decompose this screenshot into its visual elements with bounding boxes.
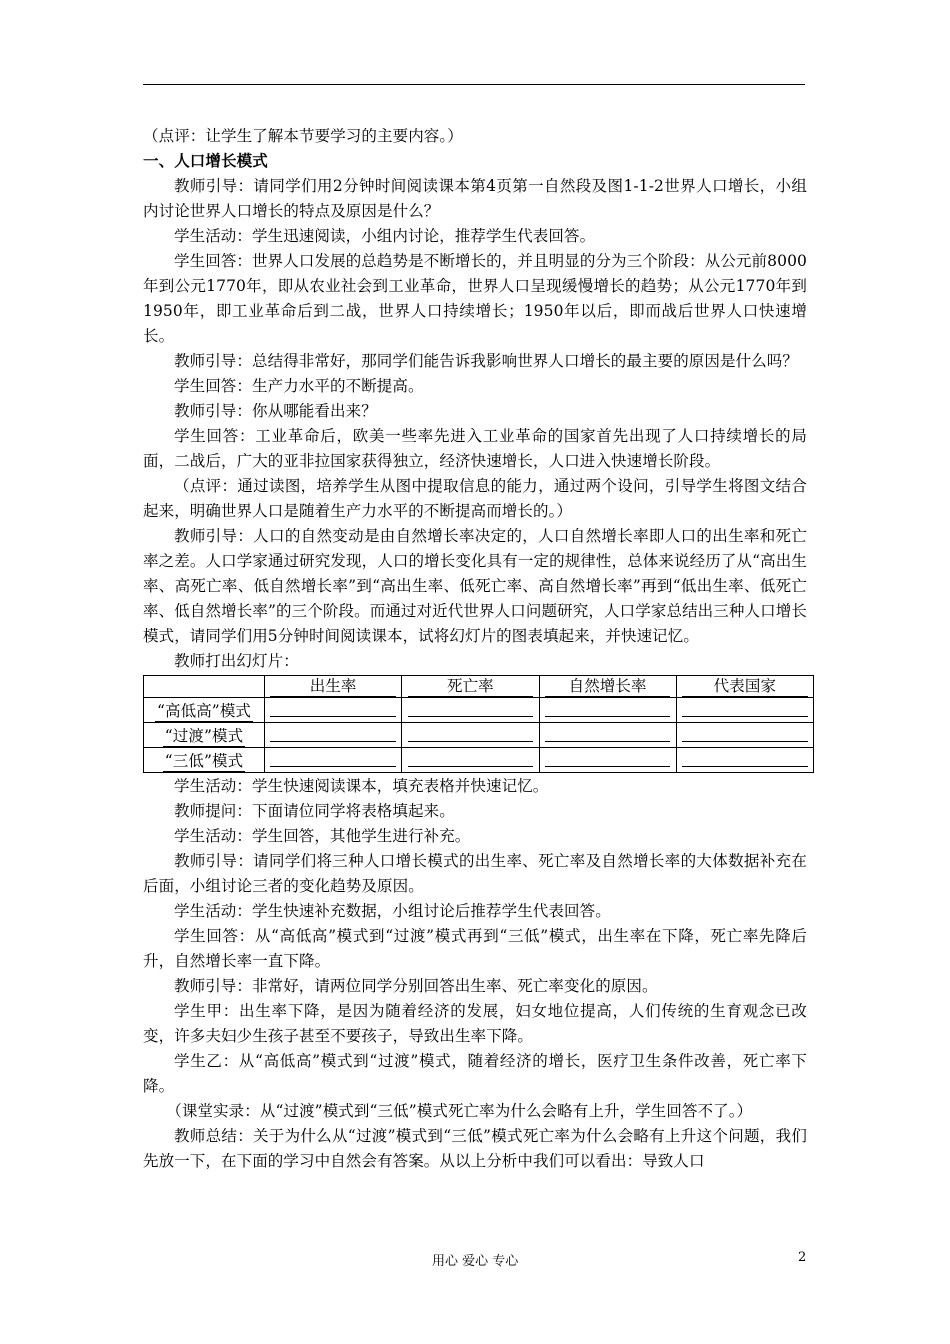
blank-cell <box>676 748 813 773</box>
blank-cell <box>676 698 813 723</box>
table-header-cell: 代表国家 <box>676 676 813 698</box>
blank-cell <box>402 723 539 748</box>
paragraph: （课堂实录：从“过渡”模式到“三低”模式死亡率为什么会略有上升，学生回答不了。） <box>166 1102 753 1120</box>
paragraph: 学生活动：学生迅速阅读，小组内讨论，推荐学生代表回答。 <box>174 227 596 245</box>
paragraph: 学生回答：世界人口发展的总趋势是不断增长的，并且明显的分为三个阶段：从公元前8000年到公元1770年，即从农业社会到工业革命，世界人口呈现缓慢增长的趋势；从公元1770年到1950年，即工业革命后到二战，世界人口持续增长；1950年以后，即而战后世界人口快速增长。 <box>143 252 807 345</box>
row-label-cell: “三低”模式 <box>144 748 265 773</box>
table-header-cell: 出生率 <box>265 676 402 698</box>
paragraph: 教师提问：下面请位同学将表格填起来。 <box>174 802 455 820</box>
paragraph: 教师引导：你从哪能看出来？ <box>174 402 377 420</box>
population-model-table <box>143 675 814 773</box>
paragraph: 教师总结：关于为什么从“过渡”模式到“三低”模式死亡率为什么会略有上升这个问题，我们先放一下，在下面的学习中自然会有答案。从以上分析中我们可以看出：导致人口 <box>143 1127 807 1170</box>
header-rule <box>143 84 805 85</box>
paragraph: 学生活动：学生回答，其他学生进行补充。 <box>174 827 471 845</box>
document-body <box>143 124 807 1174</box>
section-heading: 一、人口增长模式 <box>143 152 268 170</box>
blank-cell <box>265 698 402 723</box>
table-row <box>144 723 814 748</box>
paragraph: 学生活动：学生快速阅读课本，填充表格并快速记忆。 <box>174 777 549 795</box>
table-row <box>144 748 814 773</box>
page-number: 2 <box>798 1250 807 1265</box>
paragraph: 教师引导：总结得非常好，那同学们能告诉我影响世界人口增长的最主要的原因是什么吗？ <box>174 352 799 370</box>
blank-cell <box>539 748 676 773</box>
paragraph: 学生乙：从“高低高”模式到“过渡”模式，随着经济的增长，医疗卫生条件改善，死亡率下降。 <box>143 1052 807 1095</box>
blank-cell <box>539 723 676 748</box>
paragraph: （点评：通过读图，培养学生从图中提取信息的能力，通过两个设问，引导学生将图文结合起来，明确世界人口是随着生产力水平的不断提高而增长的。） <box>143 477 807 520</box>
footer-motto: 用心 爱心 专心 <box>432 1254 519 1269</box>
blank-cell <box>539 698 676 723</box>
paragraph: 学生回答：工业革命后，欧美一些率先进入工业革命的国家首先出现了人口持续增长的局面，二战后，广大的亚非拉国家获得独立，经济快速增长，人口进入快速增长阶段。 <box>143 427 807 470</box>
table-header-cell: 死亡率 <box>402 676 539 698</box>
blank-cell <box>265 748 402 773</box>
paragraph: 教师打出幻灯片： <box>174 652 299 670</box>
paragraph: 学生活动：学生快速补充数据，小组讨论后推荐学生代表回答。 <box>174 902 611 920</box>
paragraph: 学生回答：从“高低高”模式到“过渡”模式再到“三低”模式，出生率在下降，死亡率先降后升，自然增长率一直下降。 <box>143 927 807 970</box>
blank-cell <box>402 748 539 773</box>
table-header-row <box>144 676 814 698</box>
table-header-cell <box>144 676 265 698</box>
table-header-cell: 自然增长率 <box>539 676 676 698</box>
blank-cell <box>676 723 813 748</box>
paragraph-group-before-table <box>143 124 807 674</box>
paragraph: 教师引导：人口的自然变动是由自然增长率决定的，人口自然增长率即人口的出生率和死亡率之差。人口学家通过研究发现，人口的增长变化具有一定的规律性，总体来说经历了从“高出生率、高死亡率、低自然增长率”到“高出生率、低死亡率、高自然增长率”再到“低出生率、低死亡率、低自然增长率”的三个阶段。而通过对近代世界人口问题研究，人口学家总结出三种人口增长模式，请同学们用5分钟时间阅读课本，试将幻灯片的图表填起来，并快速记忆。 <box>143 527 807 645</box>
table-row <box>144 698 814 723</box>
paragraph: 学生回答：生产力水平的不断提高。 <box>174 377 424 395</box>
row-label-cell: “高低高”模式 <box>144 698 265 723</box>
paragraph: 学生甲：出生率下降，是因为随着经济的发展，妇女地位提高，人们传统的生育观念已改变，许多夫妇少生孩子甚至不要孩子，导致出生率下降。 <box>143 1002 807 1045</box>
row-label-cell: “过渡”模式 <box>144 723 265 748</box>
blank-cell <box>402 698 539 723</box>
blank-cell <box>265 723 402 748</box>
paragraph: 教师引导：请同学们用2分钟时间阅读课本第4页第一自然段及图1-1-2世界人口增长，小组内讨论世界人口增长的特点及原因是什么？ <box>143 177 807 220</box>
paragraph: 教师引导：非常好，请两位同学分别回答出生率、死亡率变化的原因。 <box>174 977 658 995</box>
paragraph: 教师引导：请同学们将三种人口增长模式的出生率、死亡率及自然增长率的大体数据补充在后面，小组讨论三者的变化趋势及原因。 <box>143 852 807 895</box>
paragraph-group-after-table <box>143 774 807 1174</box>
paragraph: （点评：让学生了解本节要学习的主要内容。） <box>143 127 463 145</box>
